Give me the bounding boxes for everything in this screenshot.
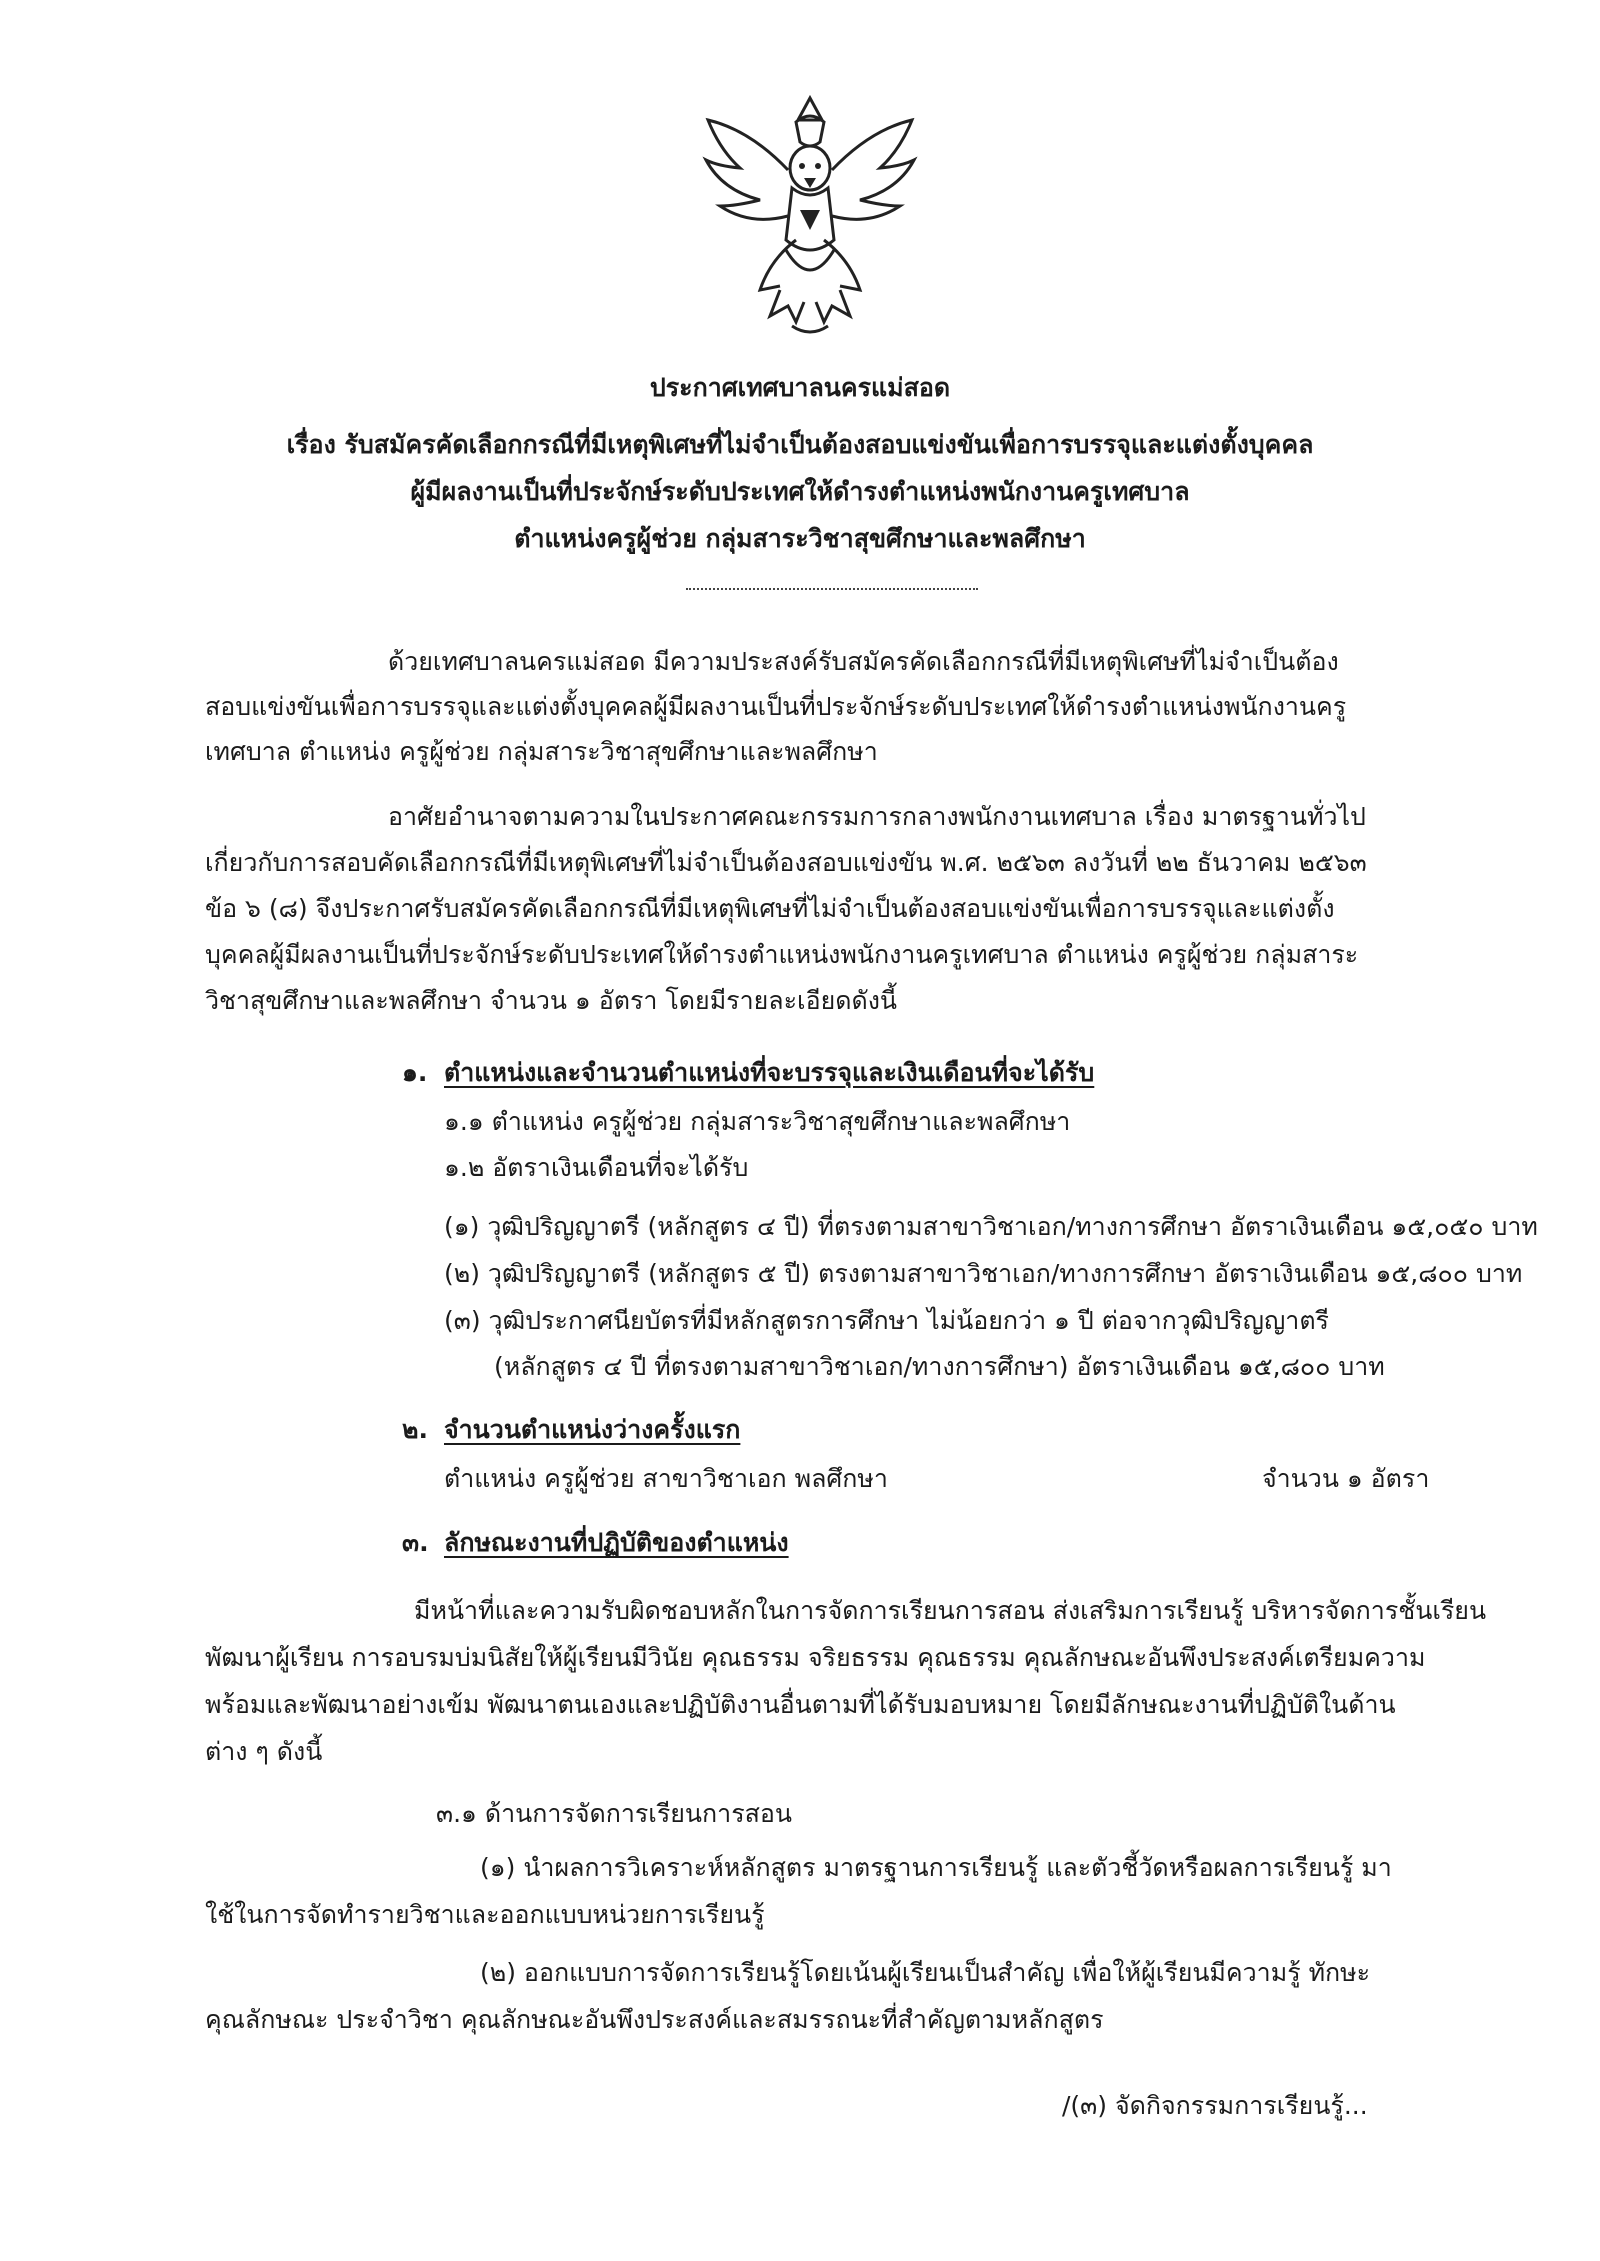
salary-item-1: (๑) วุฒิปริญญาตรี (หลักสูตร ๔ ปี) ที่ตรงตามสาขาวิชาเอก/ทางการศึกษา อัตราเงินเดือน ๑๕,๐๕๐ บาท (444, 1212, 1538, 1241)
teaching-item-2-line-1: (๒) ออกแบบการจัดการเรียนรู้โดยเน้นผู้เรียนเป็นสำคัญ เพื่อให้ผู้เรียนมีความรู้ ทักษะ (480, 1958, 1371, 1987)
intro-p1-line-3: เทศบาล ตำแหน่ง ครูผู้ช่วย กลุ่มสาระวิชาสุขศึกษาและพลศึกษา (205, 737, 878, 766)
title-divider (686, 588, 978, 590)
subsection-3-1: ๓.๑ ด้านการจัดการเรียนการสอน (436, 1799, 792, 1828)
section-3-heading: ลักษณะงานที่ปฏิบัติของตำแหน่ง (444, 1528, 789, 1557)
section-1-heading: ตำแหน่งและจำนวนตำแหน่งที่จะบรรจุและเงินเดือนที่จะได้รับ (444, 1058, 1095, 1087)
garuda-emblem-icon (700, 90, 920, 340)
teaching-item-2-line-2: คุณลักษณะ ประจำวิชา คุณลักษณะอันพึงประสงค์และสมรรถนะที่สำคัญตามหลักสูตร (205, 2005, 1104, 2034)
section-2-heading: จำนวนตำแหน่งว่างครั้งแรก (444, 1415, 741, 1444)
continuation-note: /(๓) จัดกิจกรรมการเรียนรู้... (1062, 2091, 1368, 2120)
section-2-number: ๒. (402, 1415, 428, 1444)
subject-line-2: ผู้มีผลงานเป็นที่ประจักษ์ระดับประเทศให้ดำรงตำแหน่งพนักงานครูเทศบาล (410, 477, 1190, 506)
salary-item-2: (๒) วุฒิปริญญาตรี (หลักสูตร ๕ ปี) ตรงตามสาขาวิชาเอก/ทางการศึกษา อัตราเงินเดือน ๑๕,๘๐๐ บาท (444, 1259, 1523, 1288)
intro-p2-line-4: บุคคลผู้มีผลงานเป็นที่ประจักษ์ระดับประเทศให้ดำรงตำแหน่งพนักงานครูเทศบาล ตำแหน่ง ครูผู้ช่วย กลุ่มสาระ (205, 940, 1359, 969)
announcement-title: ประกาศเทศบาลนครแม่สอด (649, 373, 951, 402)
subject-line-1: เรื่อง รับสมัครคัดเลือกกรณีที่มีเหตุพิเศษที่ไม่จำเป็นต้องสอบแข่งขันเพื่อการบรรจุและแต่งตั้งบุคคล (286, 430, 1314, 459)
salary-item-3-continued: (หลักสูตร ๔ ปี ที่ตรงตามสาขาวิชาเอก/ทางการศึกษา) อัตราเงินเดือน ๑๕,๘๐๐ บาท (494, 1352, 1385, 1381)
teaching-item-1-line-2: ใช้ในการจัดทำรายวิชาและออกแบบหน่วยการเรียนรู้ (205, 1900, 765, 1929)
intro-p2-line-3: ข้อ ๖ (๘) จึงประกาศรับสมัครคัดเลือกกรณีที่มีเหตุพิเศษที่ไม่จำเป็นต้องสอบแข่งขันเพื่อการบรรจุและแต่งตั้ง (205, 894, 1335, 923)
intro-p2-line-5: วิชาสุขศึกษาและพลศึกษา จำนวน ๑ อัตรา โดยมีรายละเอียดดังนี้ (205, 986, 898, 1015)
duties-line-2: พัฒนาผู้เรียน การอบรมบ่มนิสัยให้ผู้เรียนมีวินัย คุณธรรม จริยธรรม คุณธรรม คุณลักษณะอันพึงประสงค์เตรียมความ (205, 1643, 1426, 1672)
section-1-2: ๑.๒ อัตราเงินเดือนที่จะได้รับ (444, 1153, 749, 1182)
intro-p2-line-1: อาศัยอำนาจตามความในประกาศคณะกรรมการกลางพนักงานเทศบาล เรื่อง มาตรฐานทั่วไป (388, 802, 1366, 831)
vacancy-position: ตำแหน่ง ครูผู้ช่วย สาขาวิชาเอก พลศึกษา (444, 1464, 888, 1493)
intro-p1-line-1: ด้วยเทศบาลนครแม่สอด มีความประสงค์รับสมัครคัดเลือกกรณีที่มีเหตุพิเศษที่ไม่จำเป็นต้อง (388, 647, 1339, 676)
intro-p1-line-2: สอบแข่งขันเพื่อการบรรจุและแต่งตั้งบุคคลผู้มีผลงานเป็นที่ประจักษ์ระดับประเทศให้ดำรงตำแหน่งพนักงานครู (205, 692, 1347, 721)
subject-line-3: ตำแหน่งครูผู้ช่วย กลุ่มสาระวิชาสุขศึกษาและพลศึกษา (514, 524, 1086, 553)
section-1-number: ๑. (402, 1058, 428, 1087)
duties-line-3: พร้อมและพัฒนาอย่างเข้ม พัฒนาตนเองและปฏิบัติงานอื่นตามที่ได้รับมอบหมาย โดยมีลักษณะงานที่ปฏิบัติในด้าน (205, 1690, 1396, 1719)
section-3-number: ๓. (402, 1528, 429, 1557)
duties-line-1: มีหน้าที่และความรับผิดชอบหลักในการจัดการเรียนการสอน ส่งเสริมการเรียนรู้ บริหารจัดการชั้นเรียน (414, 1596, 1487, 1625)
salary-item-3: (๓) วุฒิประกาศนียบัตรที่มีหลักสูตรการศึกษา ไม่น้อยกว่า ๑ ปี ต่อจากวุฒิปริญญาตรี (444, 1306, 1329, 1335)
intro-p2-line-2: เกี่ยวกับการสอบคัดเลือกกรณีที่มีเหตุพิเศษที่ไม่จำเป็นต้องสอบแข่งขัน พ.ศ. ๒๕๖๓ ลงวันที่ ๒๒ ธันวาคม ๒๕๖๓ (205, 848, 1367, 877)
teaching-item-1-line-1: (๑) นำผลการวิเคราะห์หลักสูตร มาตรฐานการเรียนรู้ และตัวชี้วัดหรือผลการเรียนรู้ มา (480, 1853, 1392, 1882)
vacancy-count: จำนวน ๑ อัตรา (1262, 1464, 1430, 1493)
section-1-1: ๑.๑ ตำแหน่ง ครูผู้ช่วย กลุ่มสาระวิชาสุขศึกษาและพลศึกษา (444, 1107, 1071, 1136)
duties-line-4: ต่าง ๆ ดังนี้ (205, 1737, 323, 1766)
